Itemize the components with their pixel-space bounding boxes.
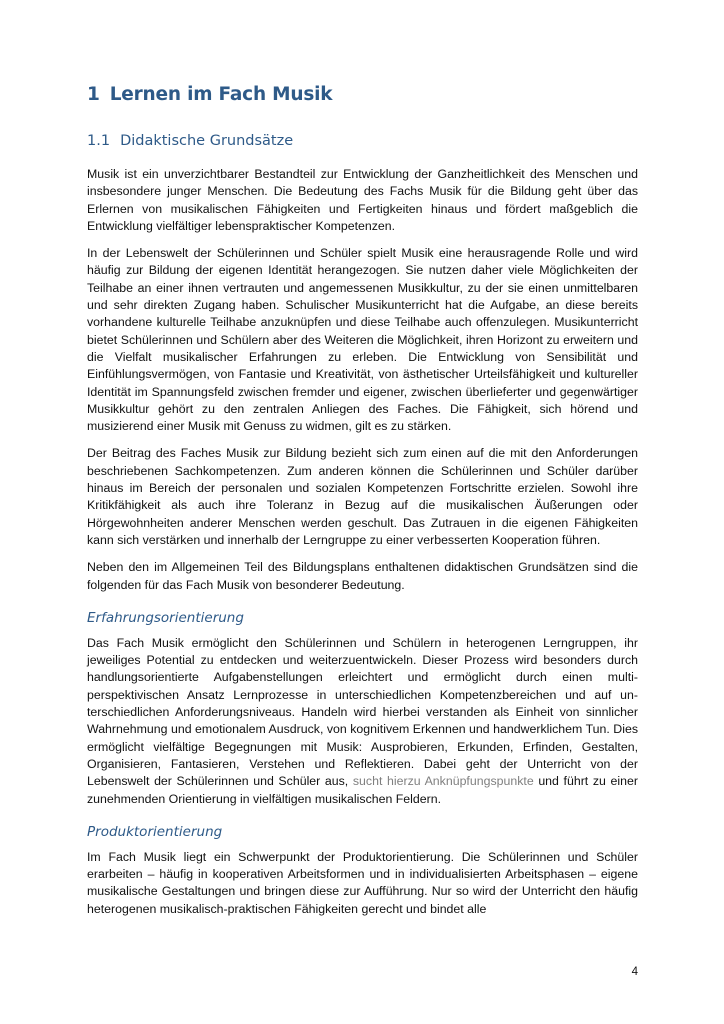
paragraph-1: Musik ist ein unverzichtbarer Bestandteil zur Entwicklung der Ganzheitlichkeit des Menschen und insbesondere junger Menschen. Die Bedeutung des Fachs Musik für die Bildung geht über das Erlernen von musikalischen Fähigkeiten und Fertigkeiten hinaus und fördert maßgeblich die Entwicklung vielfältiger lebenspraktischer Kompetenzen.	[87, 167, 638, 233]
subsection-heading-produktorientierung: Produktorientierung	[87, 823, 223, 840]
section-title: Didaktische Grundsätze	[120, 133, 294, 149]
section-heading	[87, 133, 638, 149]
chapter-number: 1	[87, 84, 100, 105]
section-number: 1.1	[87, 133, 111, 149]
link-anknuepfungspunkte[interactable]: sucht hierzu Anknüpfungspunkte	[352, 774, 534, 789]
document-page	[87, 84, 638, 918]
paragraph-2: In der Lebenswelt der Schülerinnen und Schüler spielt Musik eine herausragende Rolle und wird häufig zur Bildung der eigenen Identität herangezogen. Sie nutzen daher viele Möglichkeiten der Teilhabe an einer ihnen vertrauten und angemessenen Musikkultur, zu der sie einen unmittelbaren und sehr direkten Zugang haben. Schulischer Musikunterricht hat die Aufgabe, an diese bereits vorhandene kulturelle Teilhabe anzuknüpfen und diese Teilhabe auch offenzulegen. Musikunterricht bietet Schülerinnen und Schülern aber des Weiteren die Möglichkeit, ihren Horizont zu erweitern und die Vielfalt musikalischer Erfahrungen zu erleben. Die Entwicklung von Sensibilität und Einfühlungsvermögen, von Fantasie und Kreativität, von ästhetischer Urteilsfähigkeit und kultureller Identität im Spannungsfeld zwischen fremder und eigener, zwischen überlieferter und gegenwärtiger Musikkultur gehört zu den zentralen Anliegen des Faches. Die Fähigkeit, sich hörend und musizierend einer Musik mit Genuss zu widmen, gilt es zu stärken.	[87, 246, 638, 434]
chapter-heading	[87, 84, 638, 105]
paragraph-produktorientierung: Im Fach Musik liegt ein Schwerpunkt der Produktorientierung. Die Schülerinnen und Schüler erarbeiten – häufig in kooperativen Arbeitsformen und in individualisierten Arbeitsphasen – eigene musikalische Gestaltungen und bringen diese zur Aufführung. Nur so wird der Unterricht den häufig heterogenen musikalisch-praktischen Fähigkeiten gerecht und bindet alle	[87, 849, 638, 916]
chapter-title: Lernen im Fach Musik	[109, 84, 333, 105]
paragraph-erfahrungsorientierung	[87, 635, 638, 808]
subsection-heading-erfahrungsorientierung: Erfahrungsorientierung	[87, 609, 244, 626]
paragraph-4: Neben den im Allgemeinen Teil des Bildungsplans enthaltenen didaktischen Grundsätzen sind die folgenden für das Fach Musik von besonderer Bedeutung.	[87, 560, 638, 592]
page-number: 4	[631, 966, 638, 978]
paragraph-text: Das Fach Musik ermöglicht den Schülerinnen und Schülern in heterogenen Lerngruppen, ihr jeweiliges Potential zu entdecken und weiterzuentwickeln. Dieser Prozess wird besonders durch handlungsorientierte Aufgabenstellungen erleichtert und ermöglicht durch einen multiperspektivischen Ansatz Lernprozesse in unterschiedlichen Kompetenzbereichen und auf unterschiedlichen Anforderungsniveaus. Handeln wird hierbei verstanden als Einheit von sinnlicher Wahrnehmung und emotionalem Ausdruck, von kognitivem Erkennen und handwerklichem Tun. Dies ermöglicht vielfältige Begegnungen mit Musik: Ausprobieren, Erkunden, Erfinden, Gestalten, Organisieren, Fantasieren, Verstehen und Reflektieren. Dabei geht der Unterricht von der Lebenswelt der Schülerinnen und Schüler aus,	[87, 635, 638, 789]
paragraph-3: Der Beitrag des Faches Musik zur Bildung bezieht sich zum einen auf die mit den Anforderungen beschriebenen Sachkompetenzen. Zum anderen können die Schülerinnen und Schüler darüber hinaus im Bereich der personalen und sozialen Kompetenzen Fortschritte erzielen. Sowohl ihre Kritikfähigkeit als auch ihre Toleranz in Bezug auf die musikalischen Äußerungen oder Hörgewohnheiten anderer Menschen werden geschult. Das Zutrauen in die eigenen Fähigkeiten kann sich verstärken und innerhalb der Lerngruppe zu einer verbesserten Kooperation führen.	[87, 446, 638, 547]
paragraph-text-end: und führt zu einer zunehmenden Orientierung in vielfältigen musikalischen Feldern.	[87, 774, 638, 806]
